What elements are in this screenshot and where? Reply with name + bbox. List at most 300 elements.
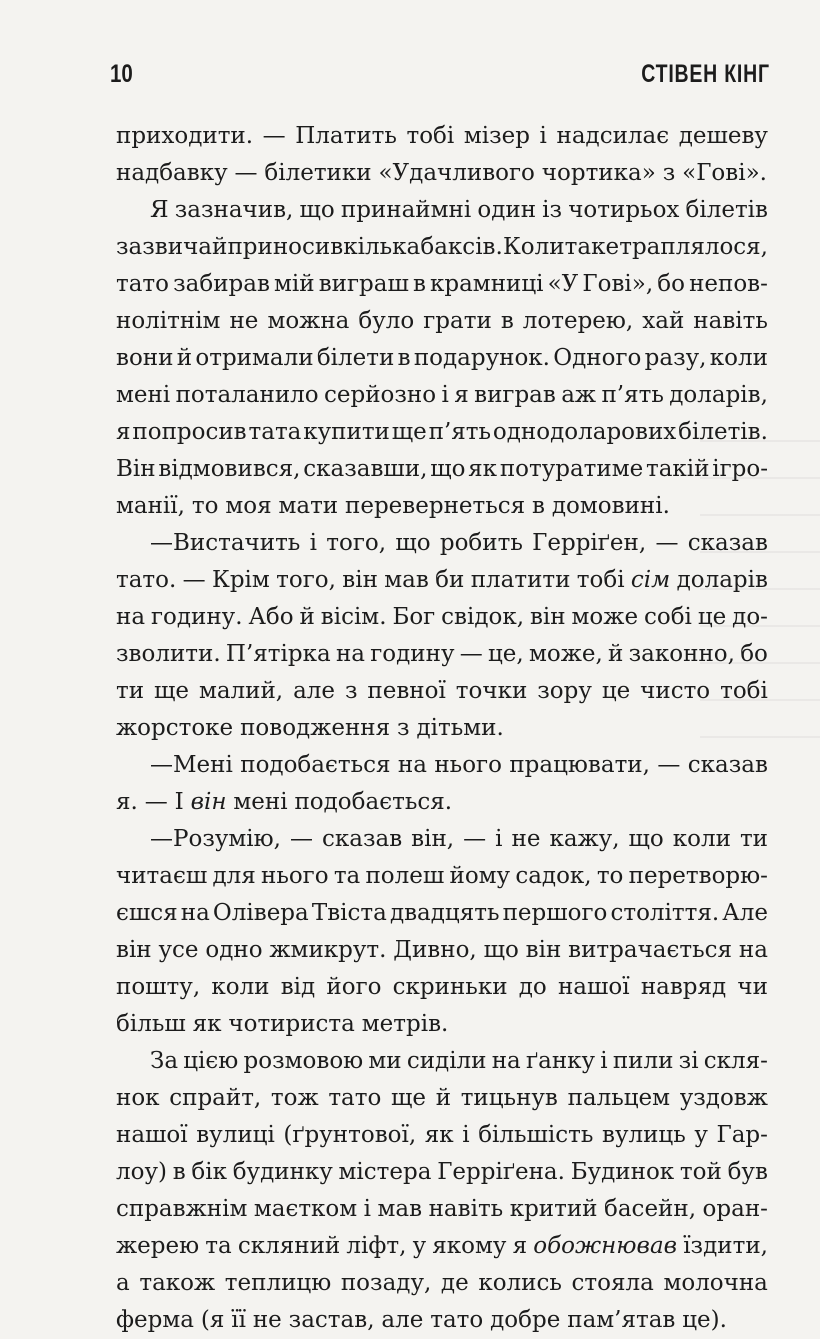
word: жерею xyxy=(116,1233,200,1259)
word: нашої xyxy=(557,974,630,1000)
word: надсилає xyxy=(556,123,670,149)
text-line xyxy=(116,414,768,451)
word: годину xyxy=(370,641,455,667)
word: було xyxy=(358,308,415,334)
word: що xyxy=(430,456,466,482)
word: одно xyxy=(205,937,263,963)
word: ще xyxy=(391,1085,427,1111)
word: точки xyxy=(455,678,528,704)
word: скляний xyxy=(237,1233,341,1259)
word: теплицю xyxy=(224,1270,332,1296)
word: чотирьох xyxy=(568,197,680,223)
word: сказав xyxy=(687,752,768,778)
word: мені xyxy=(116,382,171,408)
word: Герріґена. xyxy=(437,1159,565,1185)
word: За xyxy=(150,1048,179,1074)
word: сказав xyxy=(321,826,403,852)
word: поталанило xyxy=(175,382,319,408)
word: до xyxy=(518,974,547,1000)
word: з xyxy=(344,678,358,704)
word: дешеву xyxy=(678,123,768,149)
word: приходити. xyxy=(116,123,254,149)
word: доларів xyxy=(676,567,768,593)
word: метрів. xyxy=(361,1011,449,1037)
word: нього xyxy=(434,752,502,778)
word: тобі xyxy=(576,567,625,593)
word: у xyxy=(412,1233,427,1259)
word: усе xyxy=(158,937,199,963)
word: сиділи xyxy=(406,1048,487,1074)
word: на xyxy=(738,937,768,963)
word: можна xyxy=(267,308,350,334)
word: молочна xyxy=(663,1270,768,1296)
word: зору xyxy=(537,678,592,704)
word: то xyxy=(596,863,624,889)
word: — xyxy=(144,789,168,815)
word: вулиць xyxy=(602,1122,686,1148)
word: чотириста xyxy=(228,1011,355,1037)
word: такій xyxy=(646,456,710,482)
text-line xyxy=(116,266,768,303)
word: де xyxy=(440,1270,469,1296)
word: дітьми. xyxy=(416,715,504,741)
word: навіть xyxy=(428,1196,504,1222)
word: чортика» xyxy=(541,160,656,186)
text-line xyxy=(116,118,768,155)
word: законно, xyxy=(628,641,735,667)
word: бо xyxy=(740,641,768,667)
word: але xyxy=(293,678,335,704)
word: грати xyxy=(423,308,492,334)
word: зазвичай xyxy=(116,234,228,260)
word: домовині. xyxy=(551,493,670,519)
word: скля- xyxy=(703,1048,768,1074)
text-line xyxy=(116,636,768,673)
word: подобається xyxy=(240,752,391,778)
word: П’ятірка xyxy=(225,641,331,667)
word: Крім xyxy=(212,567,270,593)
word: мізер xyxy=(463,123,530,149)
word: він xyxy=(116,937,152,963)
word: також xyxy=(139,1270,216,1296)
page-header xyxy=(110,56,770,92)
word: пили xyxy=(612,1048,674,1074)
word: мав xyxy=(377,1196,423,1222)
word: той xyxy=(679,1159,722,1185)
word: більшість xyxy=(478,1122,594,1148)
word: і xyxy=(462,1122,470,1148)
word: єшся xyxy=(116,900,178,926)
word: спрайт, xyxy=(169,1085,262,1111)
word: у xyxy=(694,1122,708,1148)
word: годину. xyxy=(150,604,243,630)
text-line xyxy=(116,155,768,192)
word: пошту, xyxy=(116,974,201,1000)
word: — xyxy=(289,826,313,852)
word: мав xyxy=(384,567,429,593)
word: тобі xyxy=(720,678,768,704)
word: до- xyxy=(732,604,768,630)
word: для xyxy=(212,863,256,889)
text-line xyxy=(116,1265,768,1302)
word: забирав xyxy=(173,271,270,297)
word: лоу) xyxy=(116,1159,167,1185)
word: ґанку xyxy=(525,1048,596,1074)
word: виграв xyxy=(474,382,556,408)
word: і xyxy=(539,123,547,149)
word: із xyxy=(542,197,563,223)
word: Будинок xyxy=(570,1159,675,1185)
text-line xyxy=(116,858,768,895)
word: нолітнім xyxy=(116,308,221,334)
word: І xyxy=(174,789,184,815)
word: один xyxy=(477,197,537,223)
word: моя xyxy=(225,493,272,519)
word: що xyxy=(628,826,664,852)
word: тож xyxy=(270,1085,319,1111)
word: мати xyxy=(278,493,339,519)
text-line xyxy=(116,1191,768,1228)
word: маєтком xyxy=(253,1196,358,1222)
word: в xyxy=(532,493,545,519)
word: лотерею, xyxy=(522,308,634,334)
word: ігро- xyxy=(712,456,768,482)
word: ще xyxy=(154,678,189,704)
word: Або xyxy=(248,604,294,630)
word: траплялося, xyxy=(619,234,768,260)
word: садок, xyxy=(515,863,592,889)
word: Олівера xyxy=(212,900,309,926)
word: і xyxy=(600,1048,608,1074)
word: свідок, xyxy=(441,604,525,630)
word: білетів xyxy=(685,197,768,223)
word: він xyxy=(529,604,566,630)
word: від xyxy=(280,974,316,1000)
word: ти xyxy=(116,678,145,704)
word: чисто xyxy=(640,678,711,704)
word: він xyxy=(342,567,378,593)
word: собі xyxy=(643,604,692,630)
word: ми xyxy=(368,1048,402,1074)
word: їздити, xyxy=(683,1233,768,1259)
word: як xyxy=(468,456,498,482)
word: п’ять xyxy=(601,382,664,408)
word: чи xyxy=(737,974,768,1000)
word: тицьнув xyxy=(460,1085,558,1111)
word: — xyxy=(657,752,681,778)
word: однодоларових xyxy=(492,419,677,445)
word: пальцем xyxy=(567,1085,671,1111)
word: і xyxy=(363,1196,372,1222)
word: навіть xyxy=(693,308,768,334)
word: тато xyxy=(328,1085,382,1111)
word: кілька xyxy=(343,234,421,260)
word: того, xyxy=(276,567,336,593)
word: нок xyxy=(116,1085,160,1111)
word: ферма xyxy=(116,1307,194,1333)
word: Дивно, xyxy=(393,937,477,963)
word: потуратиме xyxy=(499,456,644,482)
word: не xyxy=(511,826,541,852)
word: мені xyxy=(233,789,288,815)
word: коли xyxy=(672,826,731,852)
word: добре xyxy=(490,1307,561,1333)
word: застав, xyxy=(288,1307,375,1333)
text-line xyxy=(116,969,768,1006)
word: це). xyxy=(682,1307,727,1333)
word: Платить xyxy=(295,123,397,149)
text-line xyxy=(116,229,768,266)
word: в xyxy=(412,271,426,297)
text-line xyxy=(116,562,768,599)
word: позаду, xyxy=(340,1270,432,1296)
word: ліфт, xyxy=(346,1233,407,1259)
word: й xyxy=(608,641,624,667)
text-line xyxy=(116,1228,768,1265)
text-line xyxy=(116,932,768,969)
text-line xyxy=(116,1117,768,1154)
word: тато xyxy=(116,271,170,297)
word: і xyxy=(495,826,503,852)
word: й xyxy=(435,1085,452,1111)
text-line xyxy=(116,1006,768,1043)
word: Гові», xyxy=(582,271,654,297)
word: платити xyxy=(470,567,571,593)
word: стояла xyxy=(571,1270,654,1296)
word: уздовж xyxy=(679,1085,768,1111)
word: «Гові». xyxy=(682,160,767,186)
word: справжнім xyxy=(116,1196,248,1222)
word: він, xyxy=(411,826,455,852)
word: не xyxy=(229,308,259,334)
word: більш xyxy=(116,1011,186,1037)
word: першого xyxy=(502,900,608,926)
word: полеш xyxy=(365,863,445,889)
running-head-author: СТІВЕН КІНГ xyxy=(641,59,770,88)
word: працювати, xyxy=(509,752,650,778)
word: тобі xyxy=(406,123,455,149)
word: на xyxy=(335,641,365,667)
word: був xyxy=(727,1159,768,1185)
word: купити xyxy=(303,419,390,445)
word: —Мені xyxy=(150,752,233,778)
word: відмовився, xyxy=(158,456,301,482)
word: кажу, xyxy=(549,826,620,852)
word: Коли xyxy=(502,234,565,260)
word: й xyxy=(176,345,193,371)
word: пам’ятав xyxy=(567,1307,676,1333)
word: навряд xyxy=(640,974,727,1000)
word: сім xyxy=(630,567,671,593)
word: а xyxy=(116,1270,130,1296)
word: разу, xyxy=(644,345,707,371)
word: витрачається xyxy=(568,937,733,963)
word: — xyxy=(262,123,286,149)
text-line xyxy=(116,340,768,377)
text-line xyxy=(116,747,768,784)
word: нашої xyxy=(116,1122,188,1148)
word: Герріґен, xyxy=(532,530,647,556)
word: зволити. xyxy=(116,641,221,667)
word: двадцять xyxy=(389,900,500,926)
text-line xyxy=(116,710,768,747)
word: — xyxy=(463,826,487,852)
word: зі xyxy=(678,1048,699,1074)
word: і xyxy=(441,382,449,408)
word: «Удачливого xyxy=(378,160,535,186)
word: манії, xyxy=(116,493,185,519)
text-line xyxy=(116,895,768,932)
word: аж xyxy=(561,382,597,408)
word: що xyxy=(395,530,431,556)
text-line xyxy=(116,377,768,414)
word: якому xyxy=(432,1233,507,1259)
word: непов- xyxy=(689,271,768,297)
word: тато xyxy=(430,1307,484,1333)
word: в xyxy=(500,308,514,334)
word: крамниці xyxy=(430,271,544,297)
word: Бог xyxy=(392,604,436,630)
word: надбавку xyxy=(116,160,228,186)
word: виграш xyxy=(318,271,409,297)
word: робить xyxy=(439,530,523,556)
word: на xyxy=(397,752,427,778)
word: може xyxy=(571,604,639,630)
word: — xyxy=(655,530,679,556)
word: він xyxy=(525,937,562,963)
word: я xyxy=(512,1233,528,1259)
word: мій xyxy=(274,271,315,297)
word: приносив xyxy=(227,234,344,260)
text-line xyxy=(116,599,768,636)
word: сказавши, xyxy=(303,456,428,482)
word: століття. xyxy=(610,900,720,926)
text-line xyxy=(116,451,768,488)
word: її xyxy=(231,1307,246,1333)
word: колись xyxy=(478,1270,562,1296)
word: сказав xyxy=(687,530,768,556)
word: це xyxy=(601,678,631,704)
body-text xyxy=(116,118,768,1339)
word: Він xyxy=(116,456,156,482)
word: цією xyxy=(183,1048,239,1074)
word: та xyxy=(205,1233,232,1259)
word: (ґрунтової, xyxy=(283,1122,417,1148)
word: Я xyxy=(150,197,169,223)
word: вулиці xyxy=(196,1122,275,1148)
word: я xyxy=(116,419,131,445)
text-line xyxy=(116,1080,768,1117)
word: в xyxy=(397,345,411,371)
word: будинку xyxy=(232,1159,333,1185)
word: це, xyxy=(488,641,524,667)
word: тато. xyxy=(116,567,177,593)
word: оран- xyxy=(702,1196,768,1222)
word: доларів, xyxy=(669,382,768,408)
word: «У xyxy=(547,271,579,297)
word: жорстоке xyxy=(116,715,234,741)
word: містера xyxy=(338,1159,432,1185)
word: що xyxy=(483,937,519,963)
word: на xyxy=(116,604,146,630)
word: його xyxy=(326,974,382,1000)
text-line xyxy=(116,1302,768,1339)
word: та xyxy=(333,863,361,889)
word: обожнював xyxy=(533,1233,678,1259)
word: тата xyxy=(248,419,302,445)
word: нього xyxy=(260,863,329,889)
word: як xyxy=(424,1122,454,1148)
word: Одного xyxy=(553,345,642,371)
word: він xyxy=(190,789,227,815)
word: перетворю- xyxy=(628,863,768,889)
word: бо xyxy=(657,271,685,297)
word: Твіста xyxy=(311,900,387,926)
text-line xyxy=(116,488,768,525)
word: Але xyxy=(722,900,768,926)
word: білети xyxy=(316,345,395,371)
word: розмовою xyxy=(243,1048,364,1074)
word: би xyxy=(435,567,465,593)
word: —Вистачить xyxy=(150,530,301,556)
word: певної xyxy=(367,678,446,704)
word: критий xyxy=(509,1196,598,1222)
word: як xyxy=(192,1011,222,1037)
word: коли xyxy=(709,345,768,371)
text-line xyxy=(116,303,768,340)
text-line xyxy=(116,1043,768,1080)
word: ще xyxy=(391,419,427,445)
word: це xyxy=(697,604,727,630)
word: басейн, xyxy=(604,1196,697,1222)
word: на xyxy=(491,1048,521,1074)
word: я. xyxy=(116,789,138,815)
word: отримали xyxy=(195,345,314,371)
word: з xyxy=(662,160,676,186)
word: в xyxy=(172,1159,186,1185)
text-line xyxy=(116,525,768,562)
word: бік xyxy=(191,1159,227,1185)
word: (я xyxy=(200,1307,225,1333)
text-line xyxy=(116,673,768,710)
text-line xyxy=(116,784,768,821)
text-line xyxy=(116,192,768,229)
word: скриньки xyxy=(392,974,508,1000)
text-line xyxy=(116,1154,768,1191)
word: що xyxy=(299,197,335,223)
word: вони xyxy=(116,345,174,371)
word: читаєш xyxy=(116,863,208,889)
word: —Розумію, xyxy=(150,826,281,852)
word: і xyxy=(309,530,317,556)
word: то xyxy=(191,493,219,519)
word: й xyxy=(299,604,315,630)
word: жмикрут. xyxy=(269,937,387,963)
word: принаймні xyxy=(340,197,472,223)
word: того, xyxy=(326,530,387,556)
word: перевернеться xyxy=(345,493,526,519)
word: хай xyxy=(642,308,685,334)
word: може, xyxy=(528,641,603,667)
word: йому xyxy=(449,863,511,889)
word: я xyxy=(454,382,469,408)
word: з xyxy=(397,715,410,741)
word: подарунок. xyxy=(413,345,550,371)
word: коли xyxy=(211,974,270,1000)
word: подобається. xyxy=(294,789,453,815)
word: серйозно xyxy=(324,382,437,408)
word: малий, xyxy=(198,678,284,704)
